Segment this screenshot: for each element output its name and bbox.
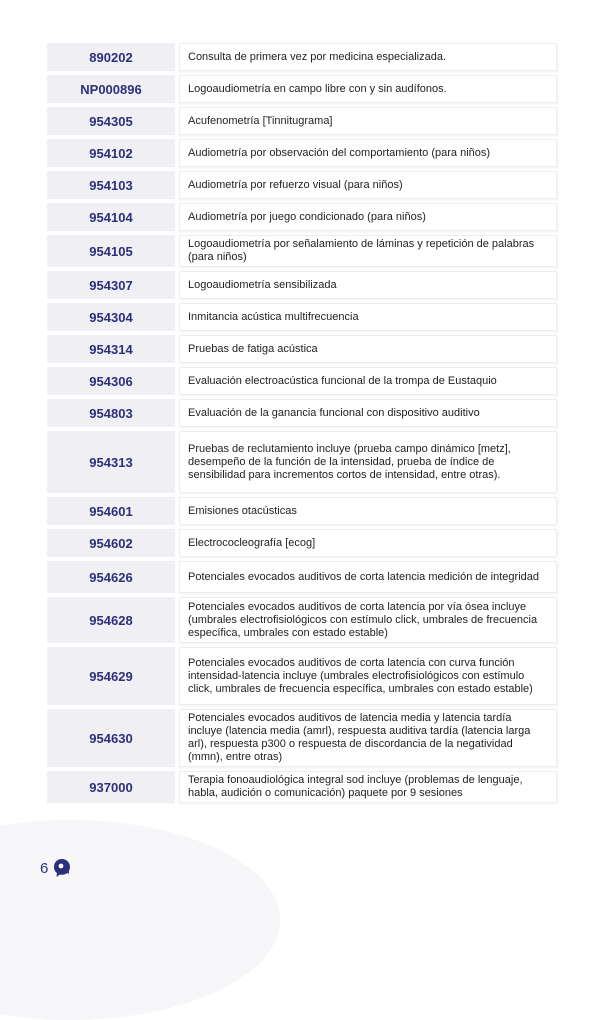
- procedure-description: Logoaudiometría sensibilizada: [179, 271, 557, 299]
- procedure-code: 954630: [47, 709, 175, 767]
- background-curve: [0, 820, 280, 1020]
- table-row: [47, 171, 557, 199]
- procedure-description: Terapia fonoaudiológica integral sod incluye (problemas de lenguaje, habla, audición o comunicación) paquete por 9 sesiones: [179, 771, 557, 803]
- procedure-description: Potenciales evocados auditivos de corta latencia con curva función intensidad-latencia incluye (umbrales electrofisiológicos con estímulo click, umbrales de frecuencia específica, umbrales con estado estable): [179, 647, 557, 705]
- table-row: [47, 709, 557, 767]
- procedure-code: 954314: [47, 335, 175, 363]
- table-row: [47, 529, 557, 557]
- table-row: [47, 43, 557, 71]
- procedure-code: 954102: [47, 139, 175, 167]
- procedure-description: Audiometría por juego condicionado (para niños): [179, 203, 557, 231]
- procedure-description: Audiometría por refuerzo visual (para niños): [179, 171, 557, 199]
- page-footer: [40, 858, 71, 878]
- procedure-description: Acufenometría [Tinnitugrama]: [179, 107, 557, 135]
- brand-logo-icon: [53, 858, 71, 878]
- table-row: [47, 771, 557, 803]
- procedure-description: Inmitancia acústica multifrecuencia: [179, 303, 557, 331]
- table-row: [47, 303, 557, 331]
- procedure-description: Potenciales evocados auditivos de latencia media y latencia tardía incluye (latencia media (amrl), respuesta auditiva tardía (latencia larga arl), respuesta p300 o respuesta de discordancia de la negatividad (mmn), entre otras): [179, 709, 557, 767]
- procedure-code: 954306: [47, 367, 175, 395]
- procedure-description: Potenciales evocados auditivos de corta latencia por vía ósea incluye (umbrales electrofisiológicos con estímulo click, umbrales de frecuencia específica, umbrales con estado estable): [179, 597, 557, 643]
- procedure-description: Logoaudiometría en campo libre con y sin audífonos.: [179, 75, 557, 103]
- procedure-code: 954104: [47, 203, 175, 231]
- procedure-description: Audiometría por observación del comportamiento (para niños): [179, 139, 557, 167]
- procedure-description: Potenciales evocados auditivos de corta latencia medición de integridad: [179, 561, 557, 593]
- procedure-code: 954305: [47, 107, 175, 135]
- table-row: [47, 647, 557, 705]
- procedure-code: 954628: [47, 597, 175, 643]
- page-number: 6: [40, 859, 49, 877]
- procedure-description: Emisiones otacústicas: [179, 497, 557, 525]
- procedure-description: Pruebas de reclutamiento incluye (prueba campo dinámico [metz], desempeño de la función de la intensidad, prueba de índice de sensibilidad para incrementos cortos de intensidad, entre otras).: [179, 431, 557, 493]
- procedure-code: 954103: [47, 171, 175, 199]
- procedure-code: 890202: [47, 43, 175, 71]
- procedure-description: Electrococleografía [ecog]: [179, 529, 557, 557]
- table-row: [47, 561, 557, 593]
- procedure-code: 954313: [47, 431, 175, 493]
- procedure-code: 954307: [47, 271, 175, 299]
- table-row: [47, 235, 557, 267]
- procedure-description: Consulta de primera vez por medicina especializada.: [179, 43, 557, 71]
- table-row: [47, 271, 557, 299]
- procedure-code: 954803: [47, 399, 175, 427]
- procedure-description: Evaluación electroacústica funcional de la trompa de Eustaquio: [179, 367, 557, 395]
- procedure-code: 954304: [47, 303, 175, 331]
- table-row: [47, 597, 557, 643]
- procedure-code: 937000: [47, 771, 175, 803]
- procedures-table: [47, 43, 557, 807]
- procedure-code: NP000896: [47, 75, 175, 103]
- table-row: [47, 107, 557, 135]
- procedure-description: Evaluación de la ganancia funcional con dispositivo auditivo: [179, 399, 557, 427]
- table-row: [47, 399, 557, 427]
- table-row: [47, 335, 557, 363]
- procedure-code: 954105: [47, 235, 175, 267]
- procedure-code: 954602: [47, 529, 175, 557]
- procedure-description: Pruebas de fatiga acústica: [179, 335, 557, 363]
- table-row: [47, 75, 557, 103]
- procedure-description: Logoaudiometría por señalamiento de láminas y repetición de palabras (para niños): [179, 235, 557, 267]
- table-row: [47, 367, 557, 395]
- procedure-code: 954626: [47, 561, 175, 593]
- table-row: [47, 497, 557, 525]
- procedure-code: 954601: [47, 497, 175, 525]
- table-row: [47, 139, 557, 167]
- table-row: [47, 203, 557, 231]
- procedure-code: 954629: [47, 647, 175, 705]
- table-row: [47, 431, 557, 493]
